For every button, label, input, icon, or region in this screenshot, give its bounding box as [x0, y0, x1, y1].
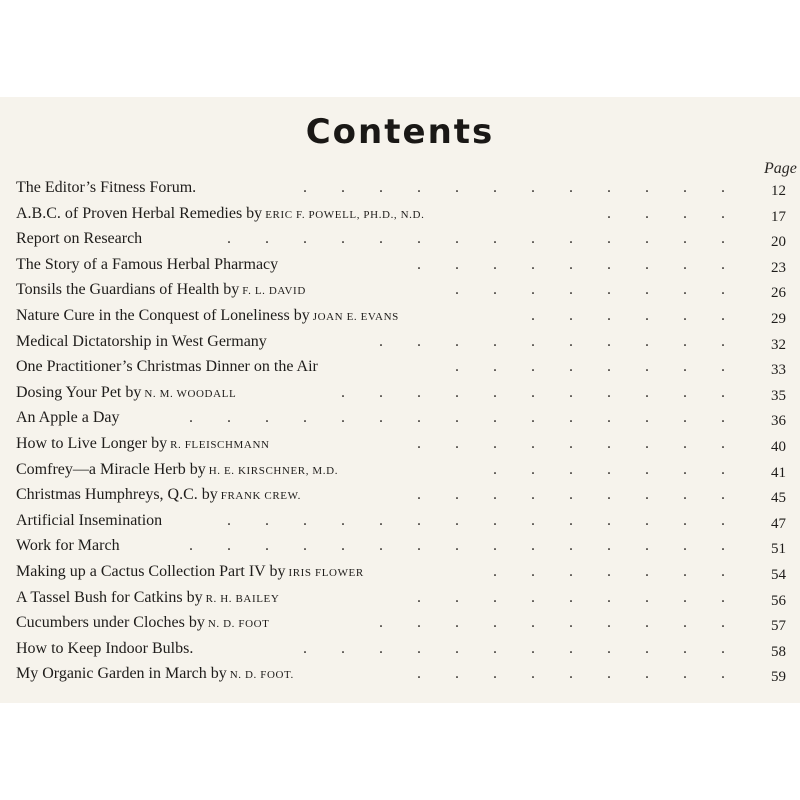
page-number: 40	[771, 438, 786, 455]
entry-text	[16, 405, 120, 431]
contents-entry	[16, 636, 786, 662]
entry-author: IRIS FLOWER	[288, 566, 364, 579]
page-number: 36	[771, 413, 786, 430]
contents-entry	[16, 431, 786, 457]
entry-author: FRANK CREW.	[220, 490, 301, 503]
contents-list	[16, 175, 786, 687]
entry-title: Nature Cure in the Conquest of Loneliness by	[16, 306, 310, 324]
entry-title: Medical Dictatorship in West Germany	[16, 332, 267, 350]
entry-text	[16, 482, 301, 510]
leader-dots: . . . . . . . . . . .	[341, 383, 725, 401]
entry-author: R. FLEISCHMANN	[170, 438, 270, 451]
entry-text	[16, 661, 294, 689]
entry-title: Comfrey—a Miracle Herb by	[16, 460, 206, 478]
page-number: 32	[771, 336, 786, 353]
entry-text	[16, 508, 162, 534]
leader-dots: . . . . . . .	[493, 562, 725, 580]
page-title: Contents	[305, 112, 495, 152]
page-number: 12	[771, 183, 786, 199]
page-number: 54	[771, 566, 786, 583]
entry-author: N. D. FOOT	[207, 618, 270, 631]
leader-dots: . . . . . . . .	[455, 281, 725, 299]
entry-text	[16, 533, 120, 559]
entry-title: One Practitioner’s Christmas Dinner on the Air	[16, 358, 318, 376]
leader-dots: . . . . . . . . . . . . . . .	[189, 409, 725, 427]
entry-text	[16, 329, 267, 355]
entry-text	[16, 354, 318, 380]
page-number: 57	[771, 618, 786, 635]
leader-dots: . . . . . . . . .	[417, 486, 725, 504]
page-number: 56	[771, 592, 786, 609]
entry-title: Tonsils the Guardians of Health by	[16, 281, 240, 299]
contents-entry	[16, 482, 786, 508]
entry-text	[16, 201, 424, 229]
entry-title: The Editor’s Fitness Forum.	[16, 179, 197, 196]
contents-entry	[16, 329, 786, 355]
page-number: 59	[771, 669, 786, 686]
page-number: 35	[771, 387, 786, 404]
entry-title: A Tassel Bush for Catkins by	[16, 588, 203, 606]
entry-title: A.B.C. of Proven Herbal Remedies by	[16, 204, 263, 222]
page-number: 41	[771, 464, 786, 481]
page-number: 51	[771, 541, 786, 558]
leader-dots: . . . .	[607, 204, 725, 222]
page-number: 29	[771, 310, 786, 327]
contents-entry	[16, 303, 786, 329]
entry-title: Dosing Your Pet by	[16, 383, 142, 401]
leader-dots: . . . . . . .	[493, 460, 725, 478]
entry-author: F. L. DAVID	[242, 285, 306, 298]
contents-entry	[16, 175, 786, 201]
entry-text	[16, 636, 193, 662]
page-number: 17	[771, 208, 786, 225]
entry-title: Report on Research	[16, 230, 143, 248]
contents-entry	[16, 508, 786, 534]
contents-entry	[16, 226, 786, 252]
entry-author: ERIC F. POWELL, PH.D., N.D.	[265, 208, 425, 221]
entry-title: Christmas Humphreys, Q.C. by	[16, 486, 218, 504]
entry-title: The Story of a Famous Herbal Pharmacy	[16, 255, 279, 273]
page-number: 20	[771, 234, 786, 251]
entry-text	[16, 457, 338, 485]
contents-entry	[16, 610, 786, 636]
entry-title: Cucumbers under Cloches by	[16, 614, 205, 632]
entry-author: N. D. FOOT.	[229, 669, 294, 682]
entry-text	[16, 226, 142, 252]
entry-title: How to Live Longer by	[16, 434, 168, 452]
contents-entry	[16, 252, 786, 278]
page-column-label: Page	[764, 160, 797, 177]
leader-dots: . . . . . . . .	[455, 358, 725, 376]
entry-text	[16, 380, 236, 408]
entry-text	[16, 303, 399, 331]
contents-entry	[16, 559, 786, 585]
entry-author: R. H. BAILEY	[205, 592, 280, 605]
leader-dots: . . . . . . . . .	[417, 434, 725, 452]
leader-dots: . . . . . . . . . .	[379, 614, 725, 632]
leader-dots: . . . . . . . . .	[417, 588, 725, 606]
page-number: 47	[771, 515, 786, 532]
leader-dots: . . . . . . . . . . . .	[303, 639, 725, 657]
contents-entry	[16, 533, 786, 559]
contents-entry	[16, 277, 786, 303]
leader-dots: . . . . . . . . . . . .	[303, 179, 725, 196]
contents-entry	[16, 585, 786, 611]
entry-title: How to Keep Indoor Bulbs.	[16, 639, 194, 657]
page-number: 58	[771, 643, 786, 660]
page-number: 45	[771, 490, 786, 507]
page-number: 23	[771, 259, 786, 276]
entry-text	[16, 277, 306, 305]
page-number: 33	[771, 362, 786, 379]
contents-entry	[16, 457, 786, 483]
contents-entry	[16, 380, 786, 406]
leader-dots: . . . . . . . . . . . . . . .	[189, 537, 725, 555]
entry-title: Artificial Insemination	[16, 511, 163, 529]
page-number: 26	[771, 285, 786, 302]
entry-title: Work for March	[16, 537, 120, 555]
entry-text	[16, 175, 196, 201]
entry-title: Making up a Cactus Collection Part IV by	[16, 562, 286, 580]
entry-text	[16, 610, 269, 638]
entry-author: N. M. WOODALL	[144, 387, 237, 400]
entry-text	[16, 431, 270, 459]
leader-dots: . . . . . .	[531, 306, 725, 324]
entry-title: An Apple a Day	[16, 409, 120, 427]
contents-entry	[16, 201, 786, 227]
contents-entry	[16, 405, 786, 431]
entry-text	[16, 585, 279, 613]
entry-text	[16, 252, 278, 278]
leader-dots: . . . . . . . . . . . . . .	[227, 511, 725, 529]
leader-dots: . . . . . . . . .	[417, 255, 725, 273]
contents-entry	[16, 354, 786, 380]
leader-dots: . . . . . . . . .	[417, 665, 725, 683]
entry-author: H. E. KIRSCHNER, M.D.	[208, 464, 339, 477]
contents-entry	[16, 661, 786, 687]
entry-text	[16, 559, 364, 587]
leader-dots: . . . . . . . . . .	[379, 332, 725, 350]
leader-dots: . . . . . . . . . . . . . .	[227, 230, 725, 248]
entry-author: JOAN E. EVANS	[312, 310, 399, 323]
entry-title: My Organic Garden in March by	[16, 665, 227, 683]
